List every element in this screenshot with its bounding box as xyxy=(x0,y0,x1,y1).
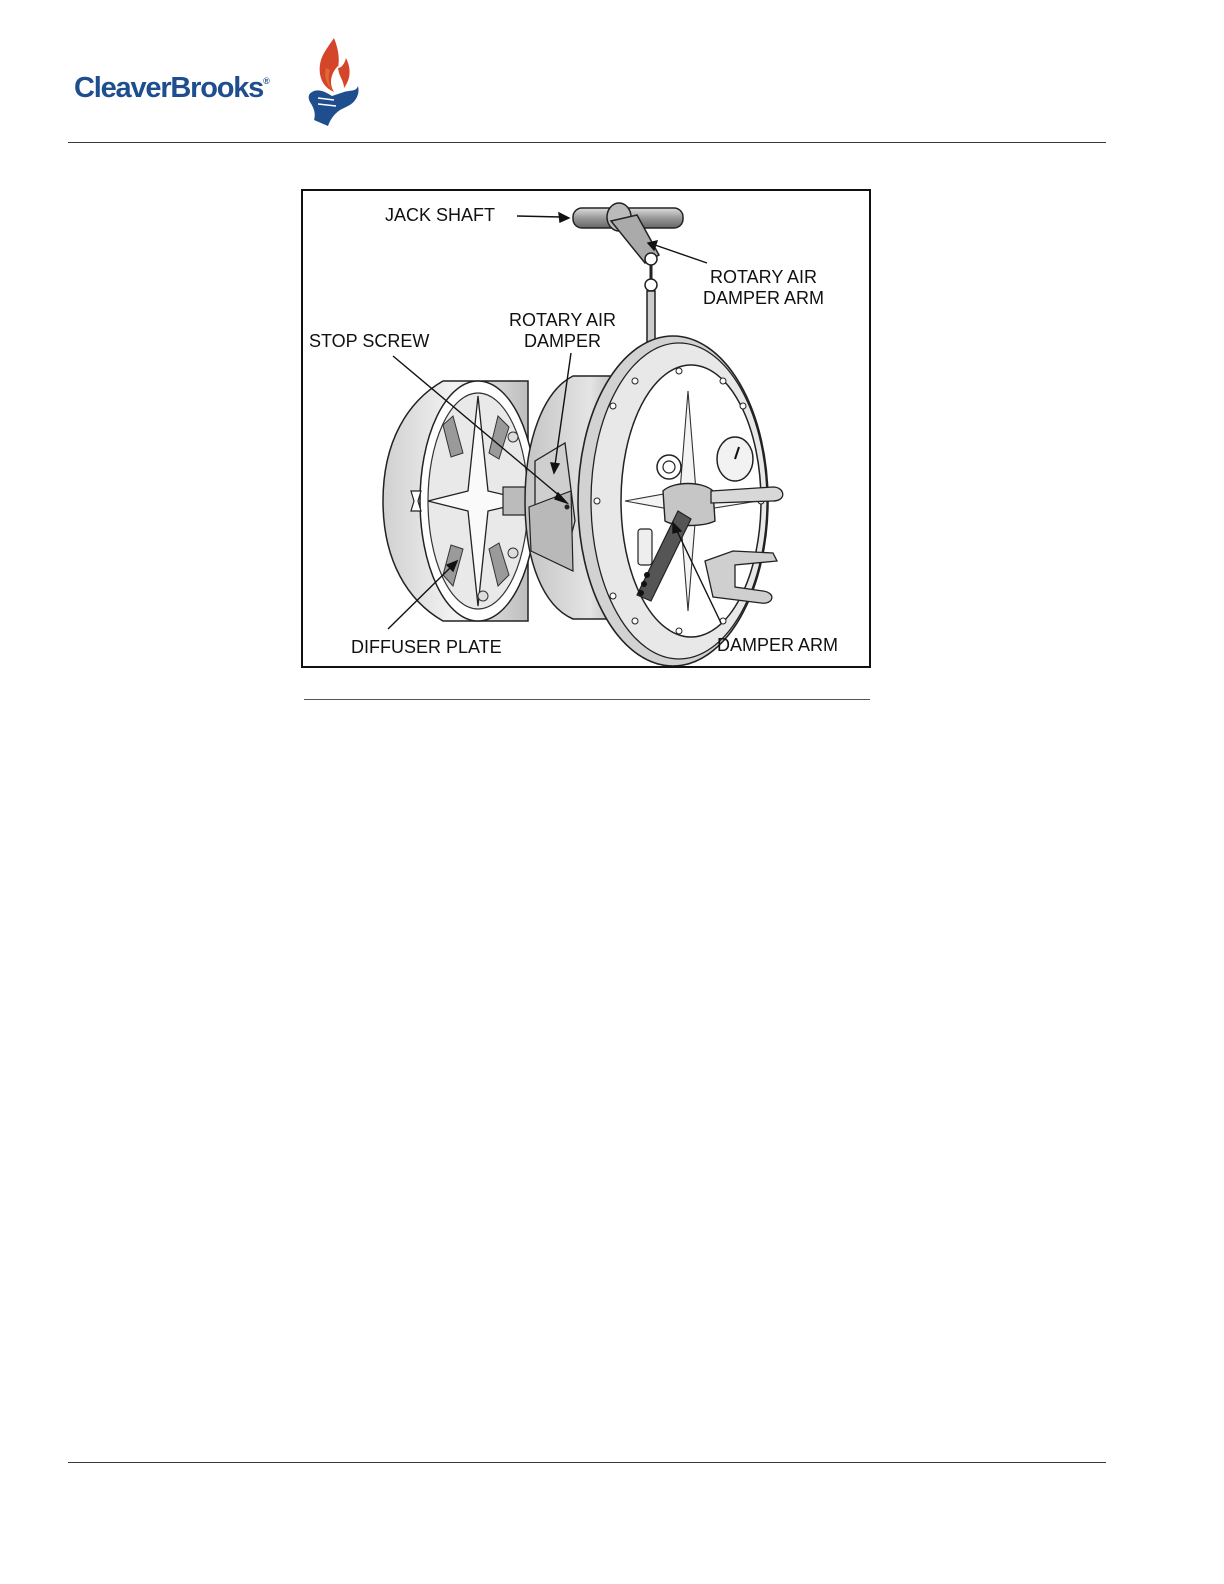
diffuser-drum xyxy=(383,381,536,621)
header-rule xyxy=(68,142,1106,143)
footer-rule xyxy=(68,1462,1106,1463)
burner-flange xyxy=(578,336,783,666)
callout-diffuser-plate: DIFFUSER PLATE xyxy=(351,637,502,657)
damper-linkage-figure xyxy=(301,189,871,668)
flame-hand-icon xyxy=(304,36,364,128)
callout-damper-arm: DAMPER ARM xyxy=(717,635,839,655)
callout-rotary-air-damper: ROTARY AIR DAMPER xyxy=(509,310,617,351)
callout-jack-shaft: JACK SHAFT xyxy=(385,205,496,225)
logo-wordmark: CleaverBrooks® xyxy=(74,72,270,104)
burner-assembly-illustration xyxy=(303,191,869,666)
cleaverbrooks-logo xyxy=(74,36,364,128)
callout-stop-screw: STOP SCREW xyxy=(309,331,430,351)
callout-rotary-air-damper-arm: ROTARY AIR DAMPER ARM xyxy=(703,267,825,308)
figure-caption-rule xyxy=(304,699,870,700)
